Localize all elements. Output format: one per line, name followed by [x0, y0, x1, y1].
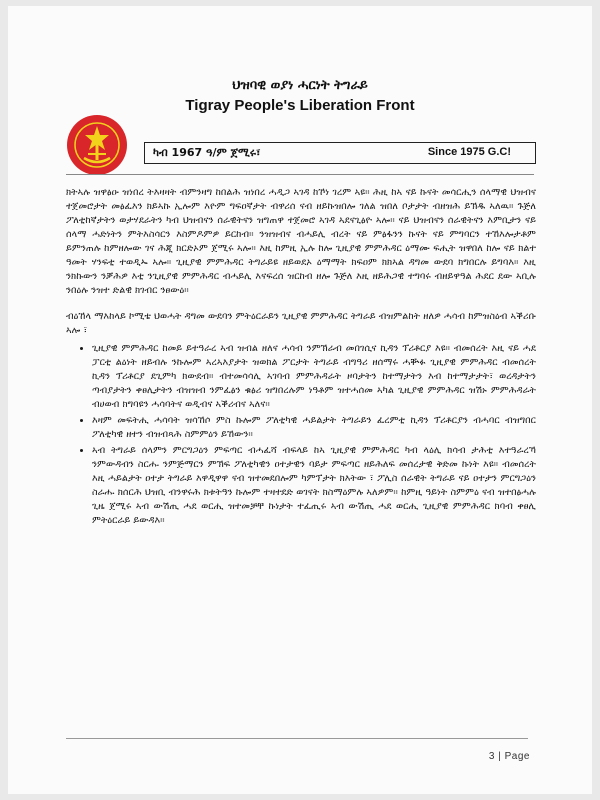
bullet-item-3: • ኣብ ትግራይ ሰላምን ምርግጋዕን ምፍጣር ብሓፈሻ ብፍላይ ከኣ ጊዚያዊ ምምሕዳር ካብ ላዕሊ ክሳብ ታሕቲ እተዓራረኻ ንምውዳብን ስርሑ ንምጅማርን ምኽፍ ፖለቲካዊን ዐተታዊን ባይታ ምፍጣር ዘይሕለፍ መሰረታዊ ቅድመ ኩነት እዩ። ብመሰረት እዚ ሓይልታት ዐተታ ትግራይ እዋዲዋዋ ናብ ዝተመደበሎም ካምፕታት ክእትው ፣ ፖሊስ ሰራዊት ትግራይ ናይ ዐተታን ምርግጋዕን ስራሑ ክሰርሕ ህዝቢ ብንዋሩሕ ክቱትዓን ኩሎም ተዛተደድ ወገናት ክስማዕምሉ ኣለዎም። ከምዚ ዓይነት ስምምዕ ናብ ዝተበፅሓሉ ጊዜ ጀሚሩ ኣብ ውሽጢ ሓደ ወርሒ ዝተመቻቸ ኩነታት ተፈጢሩ ኣብ ውሽጢ ሓደ ወርሒ ጊዚያዊ ምምሕዳር ክባብ ቀፀሊ ምትዕርራይ ይውዳእ።	[92, 444, 536, 528]
bullet-item-1: • ጊዚያዊ ምምሕዳር ከመይ ይተዓራረ ኣብ ዝብል ዘለና ሓሳብ ንምኽራብ መበገሲና ኪዳን ፕሪቶርያ እዩ። ብመሰረት እዚ ናይ ሓደ ፓርቲ ልዕነት ዘይብሉ ንኩሎም ኣረኣእያታት ዝወክል ፖርታት ትግራይ ብግዓሪ ዘሰማሩ ሓቝፉ ጊዚያዊ ምምሕዳር ብመሰረት ኪዳን ፕሪቶርያ ደጊምካ ክውደብ። ብተመሳሳሊ ኣገባብ ምምሕዳራት ዞባታትን ከተማታትን እብ ከተማታታት፣ ወረዳታትን ጣብያታትን ቀፀሊታትን ብዝዝብ ንምፈፅን ቁፅሪ ዝግበረሉም ነዓቶም ዝተሓሰመ ኣካል ጊዚያዊ ምምሕዳር ዝሽኑ ምምሕዳራት ብሀወብ ክግባዩን ሓሳባትና ወዲብና ኣቕሪብና ኣለና።	[92, 342, 536, 412]
tplf-emblem-icon	[66, 114, 128, 176]
footer-divider	[66, 738, 528, 739]
header-divider	[66, 174, 534, 175]
document-page	[8, 6, 592, 794]
page-number-value: 3	[488, 751, 495, 762]
org-title-tigrinya: ህዝባዊ ወያነ ሓርነት ትግራይ	[232, 78, 368, 93]
page-number-label: | Page	[498, 751, 530, 762]
document-body	[66, 186, 536, 530]
paragraph-1: ክትኣሉ ዝዋፅዑ ዝነበረ ትእዛዛት ብምንዛግ ከበልሕ ዝነበረ ሓዲጋ ኣገዳ ከኾነ ገረም ኣዩ። ሕዚ ከኣ ናይ ኩናት መሳርሒን ሰላማዊ ህዝብና ተጀመሮታት መፅፈእን ክይኣኩ ኢሎም እዮም ግፍዐኛታት ብዋሪሰ ናብ ዘይኩዝበሎ ገለል ዝበለ ቦታታት ብዘዝሕ ይኽዱ ኣለዉ። ጉጅለ ፖለቲከኛታትን ወታሃደራትን ካብ ህዝብናን ሰራዊትናን ዝግጠዋ ተጀመሮ ኣገዳ ኣደናጊፅዮ ኣሎ። ናይ ህዝብናን ሰራዊትናን እምቢታን ናይ ሰላማ ሓድነትን ምትእስሳርን እስምዶምዎ ይርከብ። ንዝዝብና ብሓይሊ ብረት ናይ ምፅፋንን ኩናት ናይ ምግባርን ተኸእሎታቶም ይምንጠሉ ከምዘሎው ገና ሕጂ ክርድኦም ጀሚሩ ኣሎ። እዚ ከምዚ ኢሉ ከሎ ጊዚያዊ ምምሕዳር ዕማሙ ፍሒት ዝዋበለ ከሎ ናይ ክልተ ዓመት ሃንፍቲ ተወዲኡ ኣሎ። ጊዚያዊ ምምሕዳር ትግራይዩ ዘይወደኦ ዕማማት ክፍዐም ክክኣል ዳግመ ውደባ ክግበርሉ ይግባእ። እዚ ንክኩውን ንቓሕዎ እቲ ንጊዚያዊ ምምሕዳር ብሓይሊ እናፍረሰ ዝርከብ ዘሎ ጉጅለ እዚ ዘይሕጋዊ ተግባሩ ብዘይዋዓል ሕደር ደው ኣቢሉ ንበዕሉ ንዝተ ድልዊ ክገብር ንፀውዕ።	[66, 187, 536, 296]
bullet-item-2: • እዛም መፍትሒ ሓሳባት ዝሳኸሶ ምስ ኩሎም ፖለቲካዊ ሓይልታት ትግራይን ፈረምቲ ኪዳን ፕሪቶርያን ብሓባር ብዝግበር ፖለቲካዊ ዘተን ብዝብጻሕ ስምምዕን ይኸውን።	[92, 414, 536, 442]
org-title-english: Tigray People's Liberation Front	[185, 97, 415, 114]
since-tigrinya: ካብ 1967 ዓ/ም ጀሚሩ፣	[153, 146, 261, 159]
page-number	[489, 751, 530, 762]
paragraph-2: ብዕኸላ ማእከላይ ኮሚቴ ህወሓት ዳግመ ውደባን ምትዕርራይን ጊዚያዊ ምምሕዳር ትግራይ ብዝምልከት ዘለዎ ሓሳብ ከምዝስዕብ ኣቕሪቡ ኣሎ ፣	[66, 311, 536, 336]
bullet-list	[66, 342, 536, 528]
since-english: Since 1975 G.C!	[427, 146, 511, 158]
founding-info-box	[144, 142, 536, 164]
